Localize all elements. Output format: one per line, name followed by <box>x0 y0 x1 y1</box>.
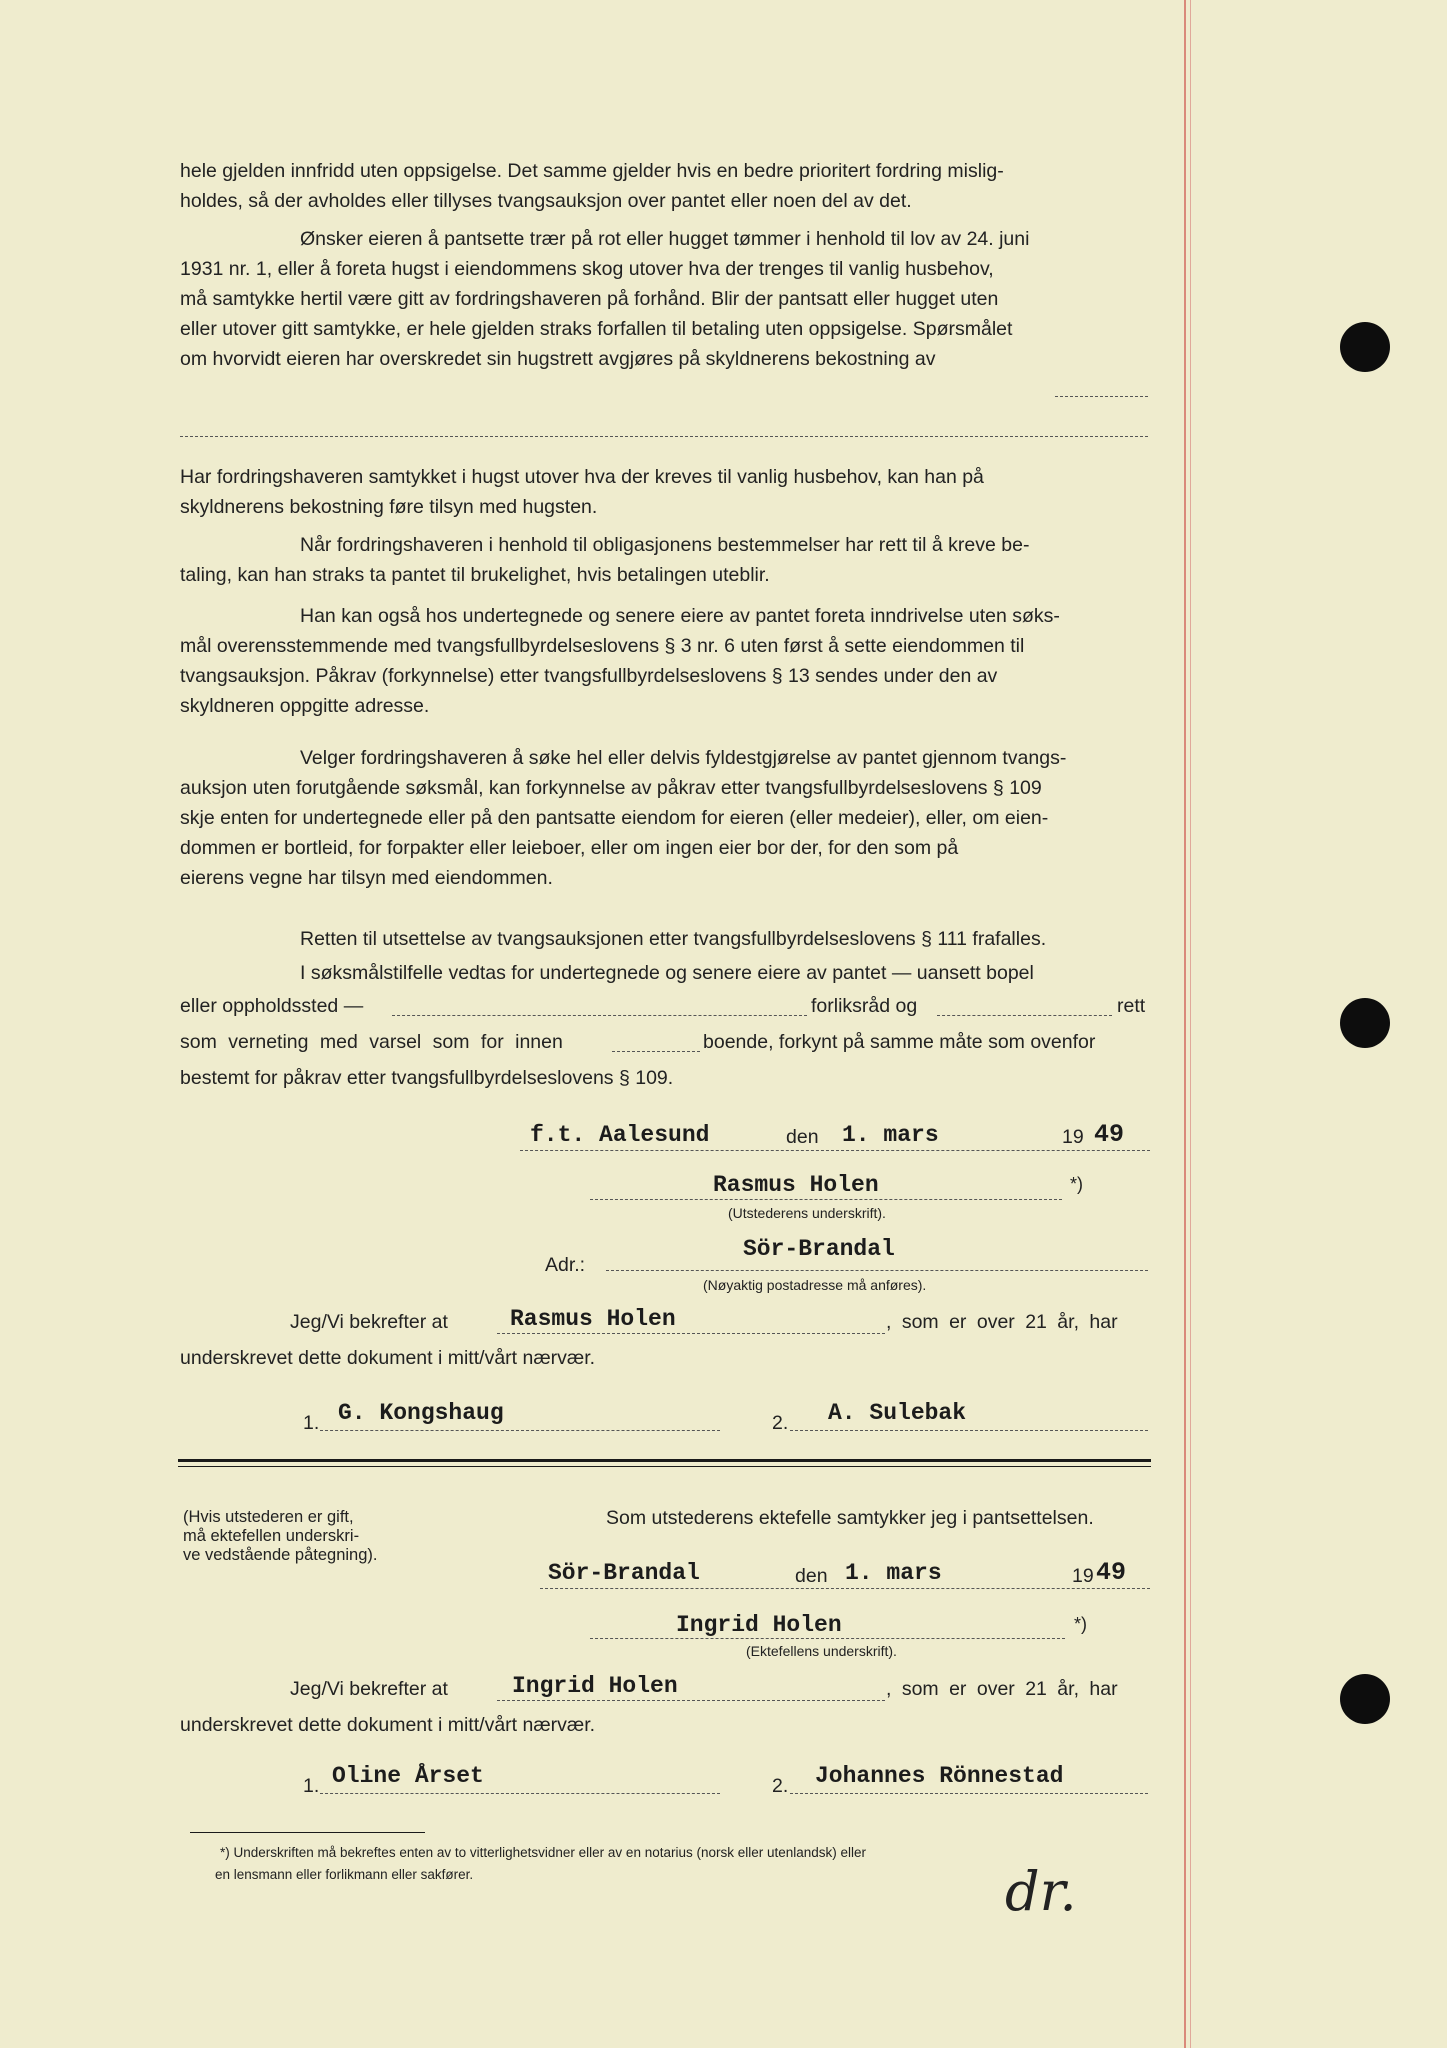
signature-line <box>540 1588 1150 1589</box>
section-divider-thin <box>178 1466 1151 1467</box>
paragraph-auction <box>180 743 1150 893</box>
text-line: Retten til utsettelse av tvangsauksjonen etter tvangsfullbyrdelseslovens § 111 frafalles. <box>300 928 1047 950</box>
text-line: skje enten for undertegnede eller på den pantsatte eiendom for eieren (eller medeier), eller, om eien- <box>180 807 1049 829</box>
spouse-note <box>183 1508 433 1565</box>
paragraph-logging <box>180 224 1150 374</box>
text-line: forliksråd og <box>811 995 918 1017</box>
blank-line <box>392 1015 807 1016</box>
text-line: eller oppholdssted — <box>180 995 364 1017</box>
witness-number: 1. <box>303 1775 320 1797</box>
text-line: auksjon uten forutgående søksmål, kan forkynnelse av påkrav etter tvangsfullbyrdelseslovens § 109 <box>180 777 1042 799</box>
text-label: den <box>795 1565 828 1587</box>
confirm-name: Rasmus Holen <box>510 1306 676 1332</box>
text-label: Jeg/Vi bekrefter at <box>290 1311 448 1333</box>
year-field: 49 <box>1094 1120 1125 1149</box>
blank-line <box>497 1700 885 1701</box>
place-field: f.t. Aalesund <box>530 1122 710 1148</box>
signature-caption: (Ektefellens underskrift). <box>746 1643 897 1659</box>
note-line: ve vedstående påtegning). <box>183 1546 378 1564</box>
text-line: taling, kan han straks ta pantet til brukelighet, hvis betalingen uteblir. <box>180 564 770 586</box>
address-line <box>606 1270 1148 1271</box>
year-prefix: 19 <box>1072 1565 1094 1587</box>
spouse-signature: Ingrid Holen <box>676 1612 842 1638</box>
place-field: Sör-Brandal <box>548 1560 700 1586</box>
text-line: underskrevet dette dokument i mitt/vårt nærvær. <box>180 1714 596 1736</box>
note-line: må ektefellen underskri- <box>183 1527 360 1545</box>
year-prefix: 19 <box>1062 1126 1084 1148</box>
blank-line <box>937 1015 1112 1016</box>
text-line: , som er over 21 år, har <box>886 1311 1118 1333</box>
issuer-signature: Rasmus Holen <box>713 1172 879 1198</box>
text-line: , som er over 21 år, har <box>886 1678 1118 1700</box>
text-line: mål overensstemmende med tvangsfullbyrdelseslovens § 3 nr. 6 uten først å sette eiendommen til <box>180 635 1025 657</box>
text-line: dommen er bortleid, for forpakter eller leieboer, eller om ingen eier bor der, for den som på <box>180 837 959 859</box>
witness-number: 2. <box>772 1775 789 1797</box>
paragraph-supervision <box>180 462 1150 522</box>
witness-2-signature: Johannes Rönnestad <box>815 1763 1064 1789</box>
witness-number: 2. <box>772 1412 789 1434</box>
text-line: 1931 nr. 1, eller å foreta hugst i eiendommens skog utover hva der trenges til vanlig husbehov, <box>180 258 994 280</box>
text-line: tvangsauksjon. Påkrav (forkynnelse) etter tvangsfullbyrdelseslovens § 13 sendes under den av <box>180 665 998 687</box>
date-field: 1. mars <box>845 1560 942 1586</box>
handwritten-initials: dr. <box>1005 1860 1077 1923</box>
signature-line <box>320 1793 720 1794</box>
text-line: Når fordringshaveren i henhold til obligasjonens bestemmelser har rett til å kreve be- <box>300 534 1030 556</box>
section-divider <box>178 1459 1151 1462</box>
signature-caption: (Utstederens underskrift). <box>728 1205 886 1221</box>
text-line: Velger fordringshaveren å søke hel eller delvis fyldestgjørelse av pantet gjennom tvangs- <box>300 747 1067 769</box>
note-line: (Hvis utstederen er gift, <box>183 1508 354 1526</box>
address-caption: (Nøyaktig postadresse må anføres). <box>703 1277 927 1293</box>
red-margin-line <box>1184 0 1186 2048</box>
punch-hole-top <box>1340 322 1390 372</box>
address-label: Adr.: <box>545 1254 586 1276</box>
text-line: om hvorvidt eieren har overskredet sin hugstrett avgjøres på skyldnerens bekostning av <box>180 348 936 370</box>
blank-line <box>1055 396 1148 397</box>
footnote-mark: *) <box>1070 1174 1083 1194</box>
date-field: 1. mars <box>842 1122 939 1148</box>
blank-line <box>612 1051 700 1052</box>
paragraph-payment <box>180 530 1150 590</box>
witness-1-signature: Oline Årset <box>332 1763 484 1789</box>
confirm-name: Ingrid Holen <box>512 1673 678 1699</box>
signature-line <box>590 1638 1065 1639</box>
signature-line <box>520 1150 1150 1151</box>
blank-line <box>180 436 1148 437</box>
footnote-rule <box>190 1832 425 1833</box>
text-line: må samtykke hertil være gitt av fordringshaveren på forhånd. Blir der pantsatt eller hugget uten <box>180 288 999 310</box>
blank-line <box>497 1333 885 1334</box>
paragraph-venue <box>180 958 1150 988</box>
text-line: som verneting med varsel som for innen <box>180 1031 563 1053</box>
address-field: Sör-Brandal <box>743 1236 895 1262</box>
year-field: 49 <box>1096 1558 1127 1587</box>
signature-line <box>790 1430 1148 1431</box>
text-label: Jeg/Vi bekrefter at <box>290 1678 448 1700</box>
text-line: hele gjelden innfridd uten oppsigelse. Det samme gjelder hvis en bedre prioritert fordring mislig- <box>180 160 1004 182</box>
footnote-line: *) Underskriften må bekreftes enten av to vitterlighetsvidner eller av en notarius (norsk eller utenlandsk) eller <box>220 1845 867 1860</box>
text-line: rett <box>1117 995 1146 1017</box>
text-line: Har fordringshaveren samtykket i hugst utover hva der kreves til vanlig husbehov, kan han på <box>180 466 984 488</box>
consent-text: Som utstederens ektefelle samtykker jeg i pantsettelsen. <box>606 1507 1094 1529</box>
text-line: skyldneren oppgitte adresse. <box>180 695 430 717</box>
text-line: Han kan også hos undertegnede og senere eiere av pantet foreta inndrivelse uten søks- <box>300 605 1060 627</box>
text-line: underskrevet dette dokument i mitt/vårt nærvær. <box>180 1347 596 1369</box>
signature-line <box>590 1199 1062 1200</box>
text-line: Ønsker eieren å pantsette trær på rot eller hugget tømmer i henhold til lov av 24. juni <box>300 228 1030 250</box>
punch-hole-bottom <box>1340 1674 1390 1724</box>
paragraph-continuation <box>180 156 1150 216</box>
text-line: holdes, så der avholdes eller tillyses tvangsauksjon over pantet eller noen del av det. <box>180 190 912 212</box>
paragraph-collection <box>180 601 1150 721</box>
red-margin-line-inner <box>1190 0 1191 2048</box>
witness-1-signature: G. Kongshaug <box>338 1400 504 1426</box>
text-line: I søksmålstilfelle vedtas for undertegnede og senere eiere av pantet — uansett bopel <box>300 962 1034 984</box>
witness-2-signature: A. Sulebak <box>828 1400 967 1426</box>
footnote-line: en lensmann eller forlikmann eller sakfører. <box>215 1867 474 1882</box>
signature-line <box>790 1793 1148 1794</box>
text-line: boende, forkynt på samme måte som ovenfor <box>703 1031 1096 1053</box>
text-line: eierens vegne har tilsyn med eiendommen. <box>180 867 553 889</box>
footnote-mark: *) <box>1074 1614 1087 1634</box>
witness-number: 1. <box>303 1412 320 1434</box>
text-label: den <box>786 1126 819 1148</box>
signature-line <box>320 1430 720 1431</box>
text-line: bestemt for påkrav etter tvangsfullbyrdelseslovens § 109. <box>180 1067 674 1089</box>
text-line: eller utover gitt samtykke, er hele gjelden straks forfallen til betaling uten oppsigelse. Spørsmålet <box>180 318 1013 340</box>
paragraph-postponement <box>180 924 1150 954</box>
text-line: skyldnerens bekostning føre tilsyn med hugsten. <box>180 496 598 518</box>
punch-hole-middle <box>1340 998 1390 1048</box>
